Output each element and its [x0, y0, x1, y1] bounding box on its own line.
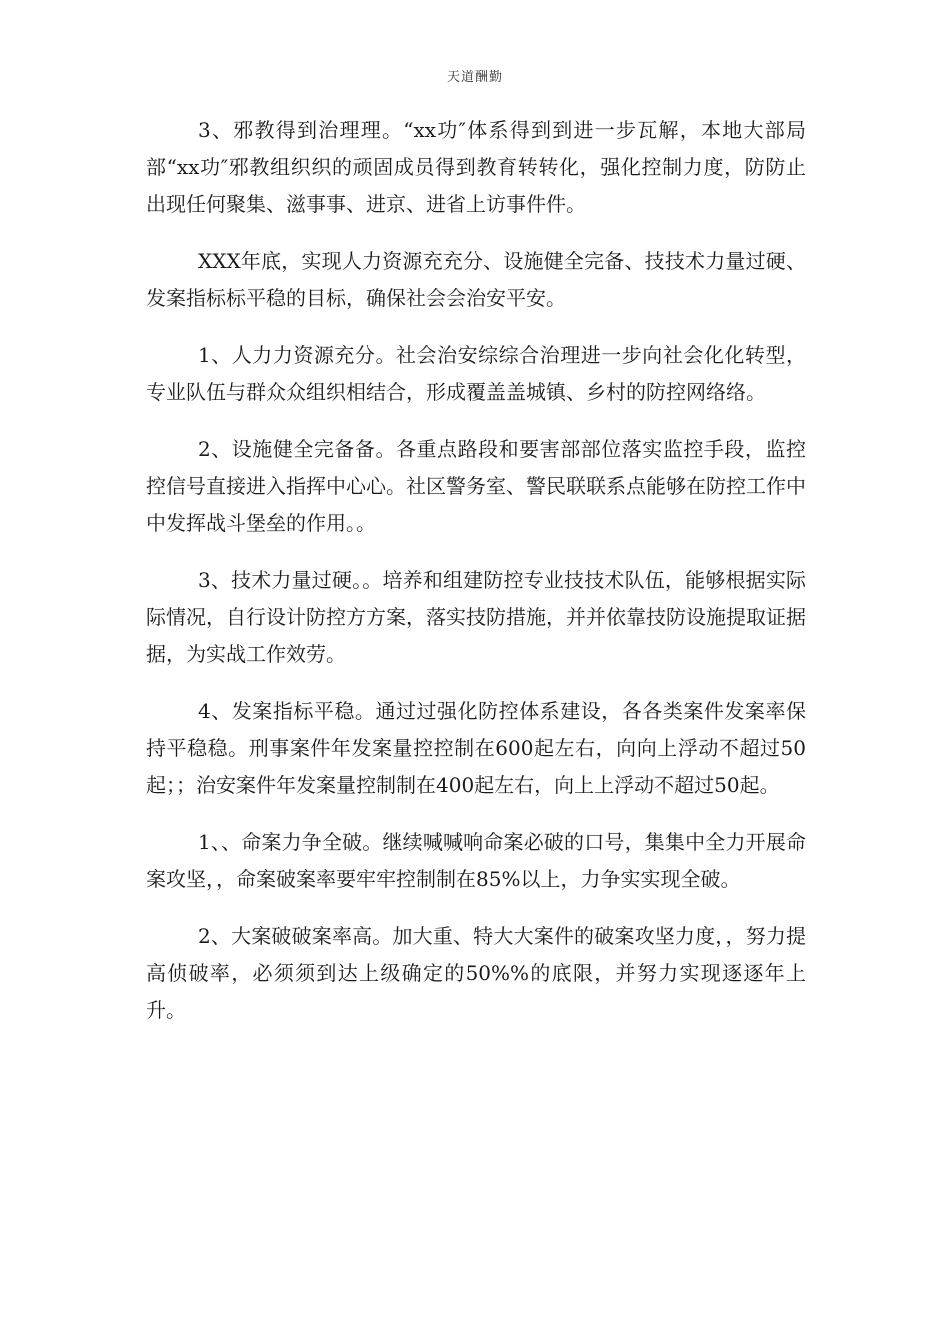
page-header: 天道酬勤 — [446, 70, 503, 85]
paragraph-8: 2、大案破破案率高。加大重、特大大案件的破案攻坚力度，，努力提高侦破率，必须须到达上级确定的50%%的底限，并努力实现逐逐年上升。 — [146, 924, 806, 1022]
paragraph-1: 3、邪教得到治理理。“xx功″体系得到到进一步瓦解，本地大部局部“xx功″邪教组织织的顽固成员得到教育转转化，强化控制力度，防防止出现任何聚集、滋事事、进京、进省上访事件件。 — [146, 118, 806, 216]
paragraph-2: XXX年底，实现人力资源充充分、设施健全完备、技技术力量过硬、发案指标标平稳的目标，确保社会会治安平安。 — [146, 249, 806, 310]
document-body — [146, 112, 806, 1049]
paragraph-6: 4、发案指标平稳。通过过强化防控体系建设，各各类案件发案率保持平稳稳。刑事案件年发案量控控制在600起左右，向向上浮动不超过50起；；治安案件年发案量控制制在400起左右，向上上浮动不超过50起。 — [146, 699, 806, 797]
paragraph-5: 3、技术力量过硬。。培养和组建防控专业技技术队伍，能够根据实际际情况，自行设计防控方方案，落实技防措施，并并依靠技防设施提取证据据，为实战工作效劳。 — [146, 568, 806, 666]
paragraph-3: 1、人力力资源充分。社会治安综综合治理进一步向社会化化转型，专业队伍与群众众组织相结合，形成覆盖盖城镇、乡村的防控网络络。 — [146, 343, 806, 404]
paragraph-7: 1、、命案力争全破。继续喊喊响命案必破的口号，集集中全力开展命案攻坚，，命案破案率要牢牢控制制在85%以上，力争实实现全破。 — [146, 830, 806, 891]
paragraph-4: 2、设施健全完备备。各重点路段和要害部部位落实监控手段，监控控信号直接进入指挥中心心。社区警务室、警民联联系点能够在防控工作中中发挥战斗堡垒的作用。。 — [146, 437, 806, 535]
